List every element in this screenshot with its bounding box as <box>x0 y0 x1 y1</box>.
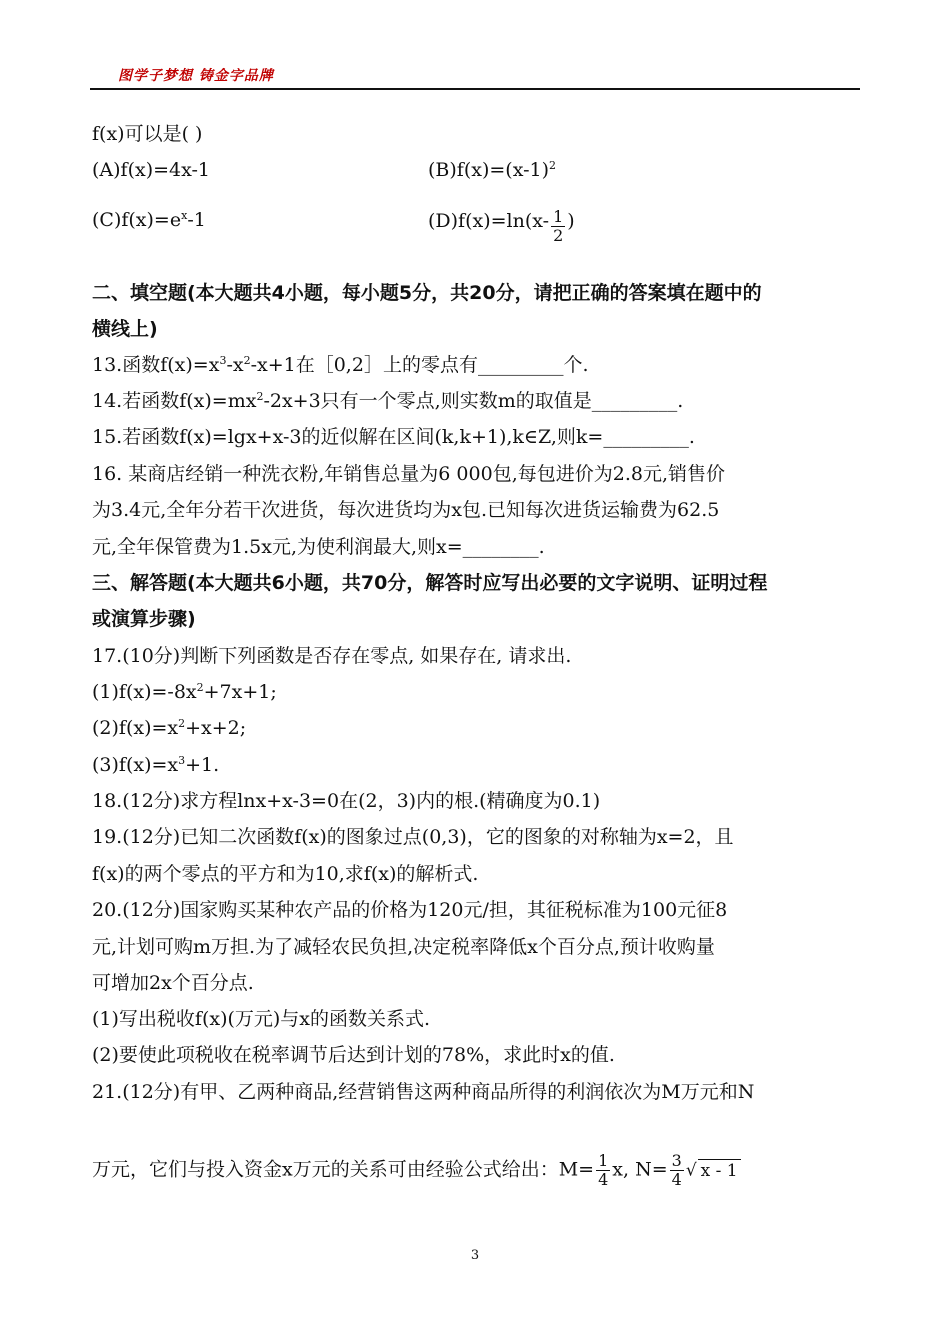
fraction-m: $\frac{1}{4}$ <box>598 1151 609 1189</box>
section2-heading: 二、填空题(本大题共4小题，每小题5分，共20分，请把正确的答案填在题中的 <box>92 282 762 304</box>
q20-line2: 元,计划可购m万担.为了减轻农民负担,决定税率降低x个百分点,预计收购量 <box>92 936 715 958</box>
q16-line1: 16. 某商店经销一种洗衣粉,年销售总量为6 000包,每包进价为2.8元,销售价 <box>92 463 725 485</box>
page-header <box>90 64 860 90</box>
q15: 15.若函数f(x)=lgx+x-3的近似解在区间(k,k+1),k∈Z,则k=_________. <box>92 426 695 448</box>
q18: 18.(12分)求方程lnx+x-3=0在(2，3)内的根.(精确度为0.1) <box>92 790 601 812</box>
q21-line1: 21.(12分)有甲、乙两种商品,经营销售这两种商品所得的利润依次为M万元和N <box>92 1081 755 1103</box>
q19-line2: f(x)的两个零点的平方和为10,求f(x)的解析式. <box>92 863 479 885</box>
q16-line2: 为3.4元,全年分若干次进货，每次进货均为x包.已知每次进货运输费为62.5 <box>92 499 720 521</box>
sqrt-expression: x - 1 <box>698 1159 741 1182</box>
section2-heading-cont: 横线上) <box>92 318 158 340</box>
q12-stem: f(x)可以是( ) <box>92 123 203 145</box>
q16-line3: 元,全年保管费为1.5x元,为使利润最大,则x=________. <box>92 536 545 558</box>
q17-part1: $(1)f(x)=-8x^2+7x+1$; <box>92 681 277 703</box>
q12-option-a: (A)f(x)=4x-1 <box>92 159 211 181</box>
header-slogan: 图学子梦想 铸金字品牌 <box>118 68 274 84</box>
page-number: 3 <box>470 1248 480 1263</box>
q20-part1: (1)写出税收f(x)(万元)与x的函数关系式. <box>92 1008 431 1030</box>
q13: 13.函数$f(x)=x^3-x^2-x+1$在［0,2］上的零点有_________个. <box>92 354 589 376</box>
q14: 14.若函数$f(x)=mx^2-2x+3$只有一个零点,则实数m的取值是_________. <box>92 390 684 412</box>
q12-option-d: (D)f(x)=ln(x- $\frac{1}{2}$ ) <box>428 207 575 245</box>
q20-line1: 20.(12分)国家购买某种农产品的价格为120元/担，其征税标准为100元征8 <box>92 899 728 921</box>
section3-heading: 三、解答题(本大题共6小题，共70分，解答时应写出必要的文字说明、证明过程 <box>92 572 768 594</box>
fraction-n: $\frac{3}{4}$ <box>671 1151 682 1189</box>
section3-heading-cont: 或演算步骤) <box>92 608 196 630</box>
q20-line3: 可增加2x个百分点. <box>92 972 254 994</box>
q17-part3: $(3)f(x)=x^3+1$. <box>92 754 220 776</box>
q12-option-c: $(C)f(x)=e^x-1$ <box>92 209 206 231</box>
q12-option-b: $(B)f(x)=(x-1)^2$ <box>428 159 556 181</box>
fraction: $\frac{1}{2}$ <box>553 207 564 245</box>
q20-part2: (2)要使此项税收在税率调节后达到计划的78%，求此时x的值. <box>92 1044 615 1066</box>
q17-part2: $(2)f(x)=x^2+x+2$; <box>92 717 247 739</box>
q21-line2: 万元，它们与投入资金x万元的关系可由经验公式给出：M= $\frac{1}{4}$ x, N= $\frac{3}{4}$ √ x - 1 <box>92 1152 741 1189</box>
q17-stem: 17.(10分)判断下列函数是否存在零点, 如果存在, 请求出. <box>92 645 572 667</box>
q19-line1: 19.(12分)已知二次函数f(x)的图象过点(0,3)，它的图象的对称轴为x=2，且 <box>92 826 734 848</box>
